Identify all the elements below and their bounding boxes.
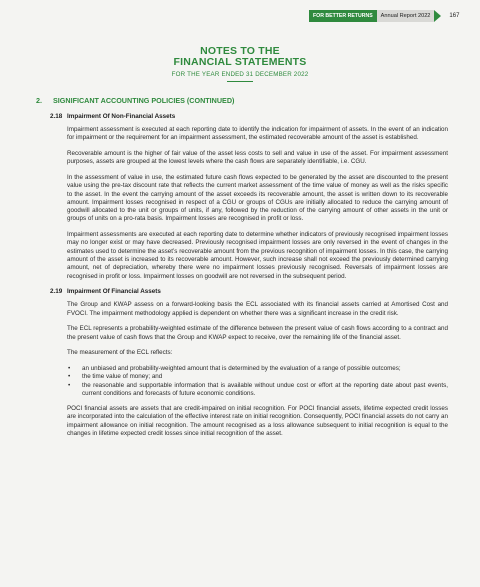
- paragraph: POCI financial assets are assets that are credit-impaired on initial recognition. For POCI financial assets, lifetime expected credit losses are incorporated into the calculation of the effective interest rate on initial recognition. Consequently, POCI financial assets do not carry an impairment allowance on initial recognition. The amount recognised as a loss allowance subsequent to initial recognition is equal to the changes in lifetime expected credit losses since initial recognition of the asset.: [67, 405, 448, 438]
- bullet-list: [67, 365, 448, 398]
- list-item: • the time value of money; and: [68, 373, 163, 381]
- page-title-line-2: FINANCIAL STATEMENTS: [173, 56, 307, 68]
- report-tag: Annual Report 2022: [377, 10, 435, 22]
- paragraph: Impairment assessment is executed at each reporting date to identify the indication for impairment of assets. In the event of an indication for impairment or the requirement for an impairment assessment, the estimated recoverable amount of the asset is established.: [67, 126, 448, 142]
- subsection-heading-2-19: [50, 288, 448, 295]
- bullet-icon: •: [68, 381, 71, 389]
- bullet-icon: •: [68, 373, 71, 381]
- section-tag: FOR BETTER RETURNS: [309, 10, 377, 22]
- page-header: [309, 10, 459, 22]
- paragraph: In the assessment of value in use, the estimated future cash flows expected to be generated by the asset are discounted to the present value using the pre-tax discount rate that reflects the current market assessment of the time value of money as well as the risks specific to the asset. In the event the carrying amount of the asset exceeds its recoverable amount, the asset is written down to its recoverable amount. Impairment losses recognised in respect of a CGU or groups of CGUs are initially allocated to reduce the carrying amount of goodwill allocated to the unit or groups of units, if any, followed by the reduction of the carrying amount of other assets in the unit or groups of units on a pro-rata basis. Impairment losses are recognised in profit or loss.: [67, 173, 448, 223]
- paragraph: The Group and KWAP assess on a forward-looking basis the ECL associated with its financial assets carried at Amortised Cost and FVOCI. The impairment methodology applied is dependent on whether there was a significant increase in the credit risk.: [67, 301, 448, 317]
- section-number: 2.: [36, 96, 42, 105]
- paragraph: The measurement of the ECL reflects:: [67, 349, 173, 357]
- chevron-right-icon: [434, 10, 441, 22]
- bullet-icon: •: [68, 364, 71, 372]
- paragraph: The ECL represents a probability-weighted estimate of the difference between the present value of cash flows according to a contract and the present value of cash flows that the Group and KWAP expect to receive, over the remaining life of the financial asset.: [67, 325, 448, 341]
- subsection-number: 2.19: [50, 288, 63, 296]
- paragraph: Impairment assessments are executed at each reporting date to determine whether indicators of previously recognised impairment losses may no longer exist or may have decreased. Previously recognised impairment losses are only reversed in the event of changes in the estimates used to determine the asset’s recoverable amount from the previous recognition of impairment losses. In this case, the carrying amount of the asset is increased to its recoverable amount. However, such increase shall not exceed the previously determined carrying amount, net of depreciation, whereby there were no impairment losses previously recognised. Reversals of impairment losses are recognised in profit or loss. Impairment losses on goodwill are not reversed in the subsequent period.: [67, 231, 448, 280]
- page-subtitle: FOR THE YEAR ENDED 31 DECEMBER 2022: [171, 71, 309, 78]
- list-item: • the reasonable and supportable information that is available without undue cost or effort at the reporting date about past events, current conditions and forecasts of future economic conditions.: [68, 381, 448, 397]
- title-divider: [227, 81, 253, 82]
- section-heading: [36, 96, 448, 105]
- section-title: SIGNIFICANT ACCOUNTING POLICIES (CONTINUED): [53, 96, 235, 105]
- document-body: [36, 96, 448, 446]
- page-number: 167: [449, 13, 460, 19]
- list-item: • an unbiased and probability-weighted amount that is determined by the evaluation of a range of possible outcomes;: [68, 364, 401, 372]
- paragraph: Recoverable amount is the higher of fair value of the asset less costs to sell and value in use of the asset. For impairment assessment purposes, assets are grouped at the lowest levels where the cash flows are separately identifiable, i.e. CGU.: [67, 149, 448, 166]
- subsection-title: Impairment Of Financial Assets: [67, 288, 161, 296]
- subsection-number: 2.18: [50, 113, 63, 120]
- subsection-title: Impairment Of Non-Financial Assets: [67, 113, 176, 120]
- page-title-block: [0, 46, 480, 82]
- page-title-line-1: NOTES TO THE: [200, 45, 280, 57]
- subsection-heading-2-18: [50, 113, 448, 120]
